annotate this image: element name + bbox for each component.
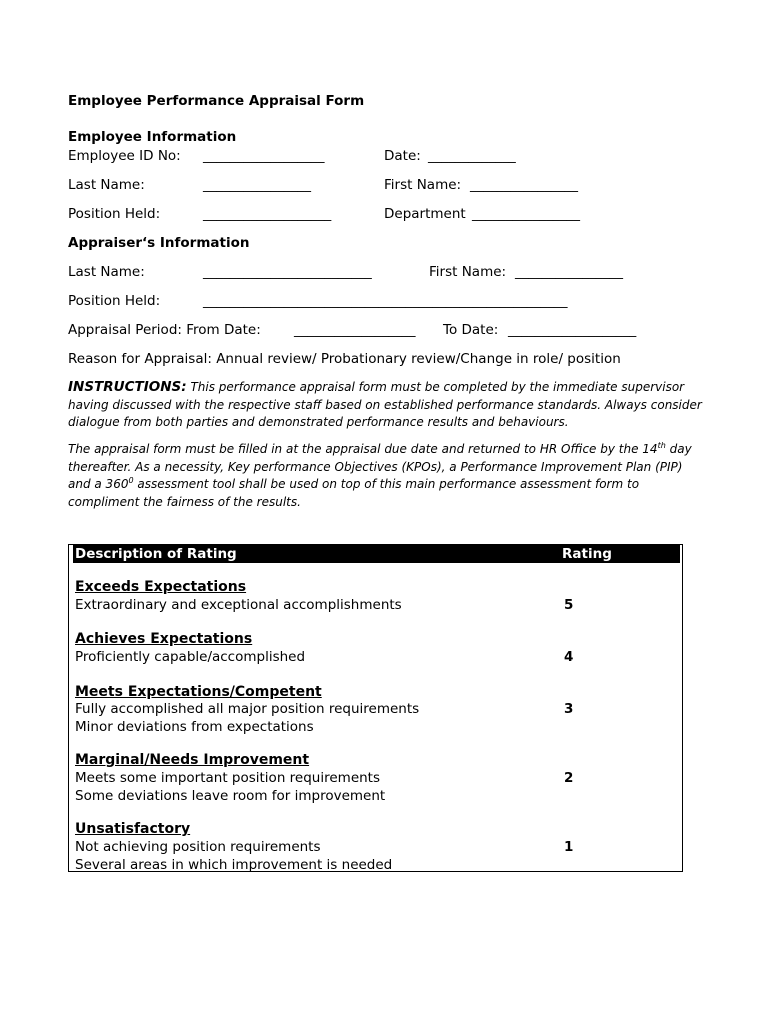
rating-desc-achieves: Proficiently capable/accomplished: [75, 649, 306, 665]
instructions-text-2a: The appraisal form must be filled in at the appraisal due date and returned to HR Office by the 14: [68, 442, 658, 456]
rating-value-2: 2: [564, 770, 574, 786]
superscript-degree: 0: [128, 476, 134, 485]
rating-value-3: 3: [564, 701, 574, 717]
instructions-text-2b: day thereafter. As a necessity, Key performance Objectives (KPOs), a Performance Improvement Plan (PIP) and a 360: [68, 442, 692, 491]
superscript-th: th: [657, 441, 666, 450]
instructions-paragraph-1: [68, 379, 708, 432]
instructions-text-1: This performance appraisal form must be completed by the immediate supervisor having discussed with the respective staff based on established performance standards. Always consider dialogue from both parties and demonstrated performance results and behaviours.: [68, 380, 702, 429]
appraiser-position-field[interactable]: ______________________________________________________: [203, 293, 568, 309]
employee-id-label: Employee ID No:: [68, 148, 181, 164]
employee-last-name-label: Last Name:: [68, 177, 145, 193]
appraiser-last-name-label: Last Name:: [68, 264, 145, 280]
employee-position-field[interactable]: ___________________: [203, 206, 332, 222]
rating-desc-unsatisfactory-1: Not achieving position requirements: [75, 839, 321, 855]
rating-value-5: 5: [564, 597, 574, 613]
rating-value-4: 4: [564, 649, 574, 665]
employee-id-field[interactable]: __________________: [203, 148, 325, 164]
rating-title-marginal: Marginal/Needs Improvement: [75, 752, 310, 768]
appraiser-info-heading: Appraiser‘s Information: [68, 235, 250, 251]
description-column-header: Description of Rating: [75, 546, 237, 562]
appraisal-reason: Reason for Appraisal: Annual review/ Probationary review/Change in role/ position: [68, 351, 621, 367]
appraiser-position-label: Position Held:: [68, 293, 161, 309]
rating-desc-unsatisfactory-2: Several areas in which improvement is needed: [75, 857, 393, 873]
appraisal-to-date-label: To Date:: [443, 322, 499, 338]
department-label: Department: [384, 206, 466, 222]
rating-title-achieves: Achieves Expectations: [75, 631, 253, 647]
instructions-text-2c: assessment tool shall be used on top of this main performance assessment form to compliment the fairness of the results.: [68, 477, 640, 509]
rating-column-header: Rating: [562, 546, 612, 562]
employee-first-name-label: First Name:: [384, 177, 462, 193]
rating-desc-meets-2: Minor deviations from expectations: [75, 719, 314, 735]
department-field[interactable]: ________________: [472, 206, 580, 222]
appraiser-first-name-label: First Name:: [429, 264, 507, 280]
date-label: Date:: [384, 148, 421, 164]
rating-title-exceeds: Exceeds Expectations: [75, 579, 247, 595]
rating-value-1: 1: [564, 839, 574, 855]
employee-position-label: Position Held:: [68, 206, 161, 222]
employee-last-name-field[interactable]: ________________: [203, 177, 311, 193]
appraisal-period-label: Appraisal Period: From Date:: [68, 322, 261, 338]
rating-title-meets: Meets Expectations/Competent: [75, 684, 322, 700]
employee-first-name-field[interactable]: ________________: [470, 177, 578, 193]
form-title: Employee Performance Appraisal Form: [68, 93, 365, 109]
rating-title-unsatisfactory: Unsatisfactory: [75, 821, 191, 837]
employee-info-heading: Employee Information: [68, 129, 237, 145]
appraiser-last-name-field[interactable]: _________________________: [203, 264, 372, 280]
appraisal-from-date-field[interactable]: __________________: [294, 322, 416, 338]
appraiser-first-name-field[interactable]: ________________: [515, 264, 623, 280]
rating-desc-marginal-2: Some deviations leave room for improvement: [75, 788, 386, 804]
appraisal-to-date-field[interactable]: ___________________: [508, 322, 637, 338]
instructions-paragraph-2: [68, 441, 708, 511]
instructions-lead: INSTRUCTIONS:: [68, 379, 187, 395]
rating-desc-meets-1: Fully accomplished all major position requirements: [75, 701, 420, 717]
rating-desc-marginal-1: Meets some important position requirements: [75, 770, 381, 786]
rating-table-header: [73, 545, 680, 563]
date-field[interactable]: _____________: [428, 148, 516, 164]
rating-table: [68, 544, 683, 872]
rating-desc-exceeds: Extraordinary and exceptional accomplishments: [75, 597, 402, 613]
